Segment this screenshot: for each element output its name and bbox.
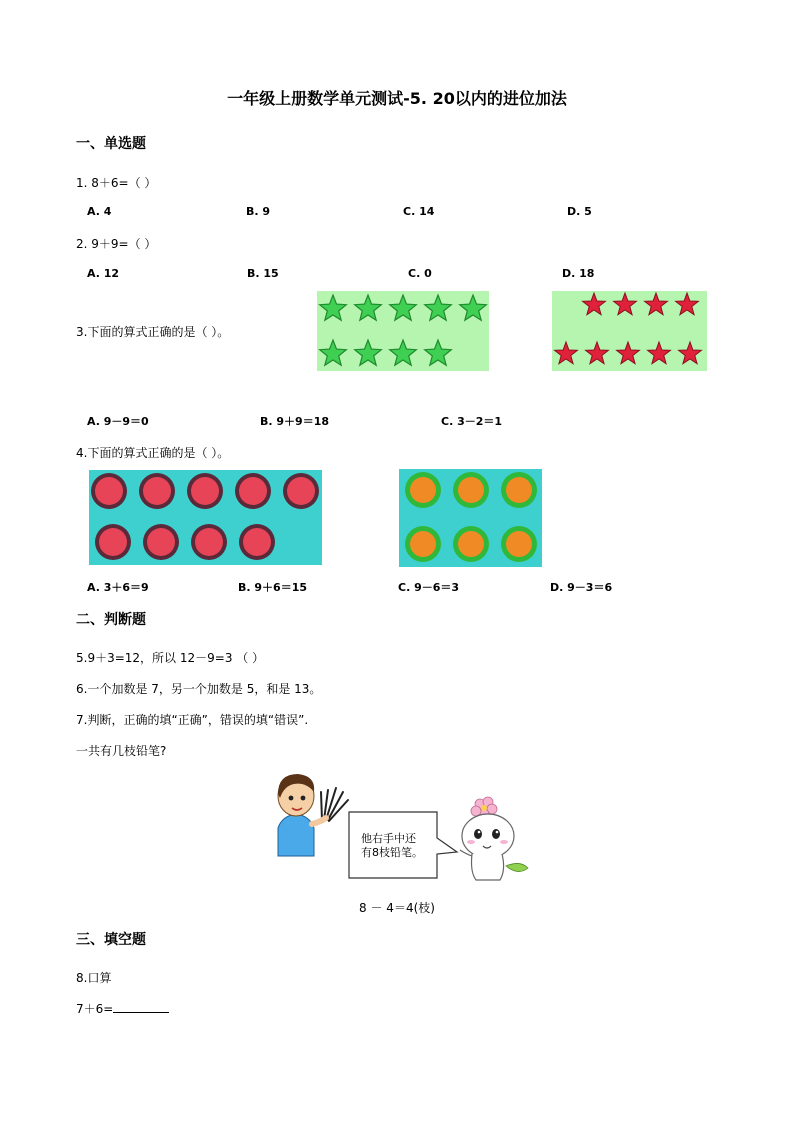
- section-heading-fill-blank: 三、填空题: [76, 932, 146, 948]
- q8-expression: 7＋6=: [76, 1002, 114, 1016]
- q2-option-b[interactable]: B. 15: [247, 267, 279, 280]
- question-5-stem: 5.9＋3=12，所以 12－9=3 （ ）: [76, 651, 265, 665]
- question-3-stem: 3.下面的算式正确的是（ ）。: [76, 325, 230, 339]
- red-circle: [143, 477, 171, 505]
- orange-circle: [458, 477, 484, 503]
- q1-option-b[interactable]: B. 9: [246, 205, 271, 218]
- q1-option-c[interactable]: C. 14: [403, 205, 435, 218]
- q1-option-a[interactable]: A. 4: [87, 205, 112, 218]
- orange-circles-image: [399, 469, 542, 567]
- section-heading-single-choice: 一、单选题: [76, 136, 146, 152]
- speech-bubble-line-1: 他右手中还: [361, 832, 416, 845]
- orange-circle: [410, 477, 436, 503]
- red-circle: [239, 477, 267, 505]
- orange-circle: [410, 531, 436, 557]
- flower-mascot-illustration: [440, 794, 532, 886]
- q4-option-a[interactable]: A. 3＋6＝9: [87, 581, 149, 594]
- orange-circle: [506, 477, 532, 503]
- q2-option-a[interactable]: A. 12: [87, 267, 120, 280]
- q3-option-b[interactable]: B. 9＋9＝18: [260, 415, 330, 428]
- question-1-stem: 1. 8＋6=（ ）: [76, 176, 157, 190]
- orange-circle: [458, 531, 484, 557]
- pencil-equation: 8 － 4＝4(枝): [359, 901, 435, 915]
- speech-bubble-line-2: 有8枝铅笔。: [361, 846, 423, 859]
- question-6-stem: 6.一个加数是 7，另一个加数是 5，和是 13。: [76, 682, 322, 696]
- red-circle: [195, 528, 223, 556]
- orange-circle: [506, 531, 532, 557]
- question-4-stem: 4.下面的算式正确的是（ ）。: [76, 446, 230, 460]
- section-heading-true-false: 二、判断题: [76, 612, 146, 628]
- question-2-stem: 2. 9＋9=（ ）: [76, 237, 157, 251]
- green-stars-image: [317, 291, 489, 371]
- page-title: 一年级上册数学单元测试-5. 20以内的进位加法: [227, 89, 567, 108]
- q4-option-b[interactable]: B. 9＋6＝15: [238, 581, 308, 594]
- red-circle: [95, 477, 123, 505]
- question-7-stem: 7.判断，正确的填“正确”，错误的填“错误”.: [76, 713, 309, 727]
- q3-option-c[interactable]: C. 3－2＝1: [441, 415, 503, 428]
- red-circle: [191, 477, 219, 505]
- red-stars-image: [552, 291, 707, 371]
- red-circle: [287, 477, 315, 505]
- speech-bubble-text: [361, 832, 423, 860]
- question-8-item: [76, 1000, 169, 1017]
- red-circle: [243, 528, 271, 556]
- red-circles-image: [89, 470, 322, 565]
- q1-option-d[interactable]: D. 5: [567, 205, 592, 218]
- red-circle: [147, 528, 175, 556]
- q3-option-a[interactable]: A. 9－9＝0: [87, 415, 149, 428]
- question-8-stem: 8.口算: [76, 971, 112, 985]
- q4-option-c[interactable]: C. 9－6＝3: [398, 581, 460, 594]
- boy-with-pencils-illustration: [266, 768, 356, 858]
- q2-option-c[interactable]: C. 0: [408, 267, 432, 280]
- q8-answer-blank[interactable]: [113, 1001, 169, 1013]
- q4-option-d[interactable]: D. 9－3＝6: [550, 581, 613, 594]
- q2-option-d[interactable]: D. 18: [562, 267, 595, 280]
- question-7-sub: 一共有几枝铅笔?: [76, 744, 167, 758]
- red-circle: [99, 528, 127, 556]
